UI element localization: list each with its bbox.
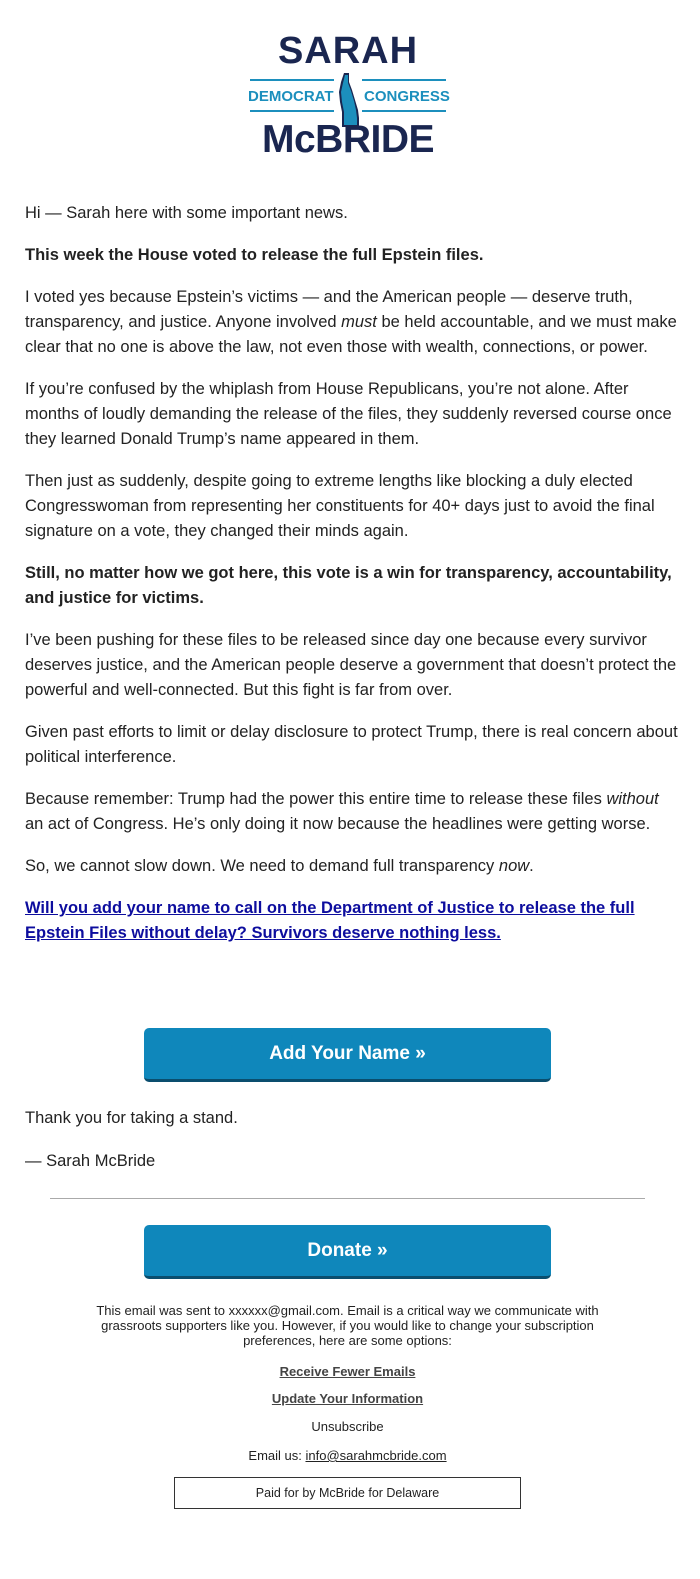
add-your-name-button[interactable]: Add Your Name »: [144, 1028, 551, 1082]
footer-divider: [50, 1198, 645, 1199]
donate-button[interactable]: Donate »: [144, 1225, 551, 1279]
pushing-paragraph: I’ve been pushing for these files to be released since day one because every survivor deserves justice, and the American people deserve a government that doesn’t protect the powerful and well-connected. But this fight is far from over.: [25, 631, 677, 699]
signature-text: — Sarah McBride: [25, 1152, 156, 1170]
concern-paragraph: Given past efforts to limit or delay disclosure to protect Trump, there is real concern about political interference.: [25, 723, 678, 766]
slow-down-paragraph: So, we cannot slow down. We need to demand full transparency now.: [25, 857, 534, 875]
petition-link[interactable]: Will you add your name to call on the Department of Justice to release the full Epstein Files without delay? Survivors deserve nothing less.: [25, 899, 635, 942]
email-us-label: Email us:: [248, 1448, 306, 1463]
logo-rule-right-top: [362, 79, 446, 81]
logo-rule-left-top: [250, 79, 334, 81]
update-info-container: [70, 1391, 625, 1406]
contact-email-link[interactable]: info@sarahmcbride.com: [305, 1448, 447, 1463]
paid-for-disclaimer: Paid for by McBride for Delaware: [174, 1477, 521, 1509]
campaign-logo: [248, 32, 448, 162]
whiplash-paragraph: If you’re confused by the whiplash from House Republicans, you’re not alone. After months of loudly demanding the release of the files, they suddenly reversed course once they learned Donald Trump’s name appeared in them.: [25, 380, 672, 448]
logo-first-name: SARAH: [277, 30, 419, 72]
update-information-link[interactable]: Update Your Information: [271, 1391, 424, 1406]
logo-democrat-word: DEMOCRAT: [248, 88, 334, 105]
cta-paragraph: [25, 896, 680, 946]
vote-reason-paragraph: I voted yes because Epstein’s victims — and the American people — deserve truth, transparency, and justice. Anyone involved must be held accountable, and we must make clear that no one is above the law, not even those with wealth, connections, or power.: [25, 288, 677, 356]
greeting-paragraph: Hi — Sarah here with some important news.: [25, 204, 348, 222]
remember-paragraph: Because remember: Trump had the power this entire time to release these files without an act of Congress. He’s only doing it now because the headlines were getting worse.: [25, 790, 659, 833]
logo-congress-word: CONGRESS: [364, 88, 450, 105]
headline-paragraph: This week the House voted to release the full Epstein files.: [25, 246, 484, 264]
receive-fewer-emails-link[interactable]: Receive Fewer Emails: [279, 1364, 416, 1379]
reversal-paragraph: Then just as suddenly, despite going to extreme lengths like blocking a duly elected Congresswoman from representing her constituents for 40+ days just to avoid the final signature on a vote, they changed their minds again.: [25, 472, 655, 540]
email-us-line: [70, 1448, 625, 1463]
receive-fewer-emails-container: [70, 1364, 625, 1379]
win-paragraph: Still, no matter how we got here, this vote is a win for transparency, accountability, and justice for victims.: [25, 564, 672, 607]
logo-rule-right-bottom: [362, 110, 446, 112]
logo-last-name: McBRIDE: [261, 118, 435, 161]
email-body: [25, 201, 680, 963]
unsubscribe-link[interactable]: Unsubscribe: [311, 1419, 384, 1434]
thanks-text: Thank you for taking a stand.: [25, 1109, 238, 1127]
logo-rule-left-bottom: [250, 110, 334, 112]
footer-notice: This email was sent to xxxxxx@gmail.com. Email is a critical way we communicate with grassroots supporters like you. However, if you would like to change your subscription preferences, here are some options:: [96, 1303, 599, 1348]
